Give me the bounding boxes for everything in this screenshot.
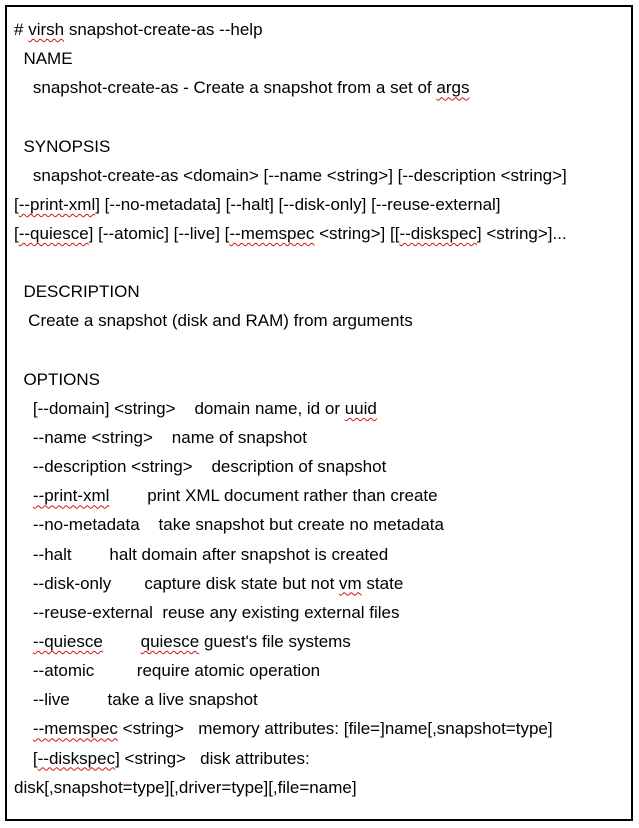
misspelled-word: --quiesce (32, 631, 103, 651)
text-line (14, 44, 629, 73)
misspelled-word: --print-xml (32, 486, 110, 506)
text-line (14, 656, 629, 685)
text-line (14, 161, 629, 190)
text-line (14, 190, 629, 219)
misspelled-word: virsh (28, 20, 65, 39)
text-line (14, 132, 629, 161)
misspelled-word: --diskspec (399, 223, 477, 243)
text-segment: [ (14, 223, 19, 243)
text-segment: --no-metadata take snapshot but create no metadata (14, 515, 444, 535)
text-line (14, 219, 629, 248)
help-text (14, 15, 629, 802)
text-segment: DESCRIPTION (14, 282, 140, 302)
text-segment: # (14, 20, 29, 39)
text-segment: snapshot-create-as --help (64, 20, 263, 39)
text-line (14, 277, 629, 306)
text-line (14, 306, 629, 335)
text-line (14, 73, 629, 102)
misspelled-word: --memspec (229, 223, 315, 243)
text-segment: ] <string>]... (476, 223, 567, 243)
text-line (14, 510, 629, 539)
misspelled-word: --diskspec (37, 748, 116, 768)
text-segment: --reuse-external reuse any existing external files (14, 602, 400, 622)
text-line (14, 481, 629, 510)
text-segment (14, 719, 33, 738)
text-line (14, 744, 629, 773)
text-segment: SYNOPSIS (14, 136, 111, 156)
text-line (14, 598, 629, 627)
text-line (14, 773, 629, 802)
text-segment: [ (14, 194, 19, 214)
misspelled-word: --quiesce (18, 223, 89, 243)
text-segment: guest's file systems (199, 631, 351, 651)
text-segment: OPTIONS (14, 369, 100, 389)
text-segment: --disk-only capture disk state but not (14, 573, 340, 593)
text-segment (103, 632, 141, 651)
text-segment: --description <string> description of snapshot (14, 457, 387, 477)
misspelled-word: uuid (344, 398, 377, 418)
text-segment (14, 486, 33, 505)
misspelled-word: args (436, 78, 470, 98)
text-segment (14, 632, 33, 651)
blank-line (14, 248, 629, 277)
text-line (14, 394, 629, 423)
text-line (14, 627, 629, 656)
text-segment: ] <string> disk attributes: (115, 748, 310, 768)
text-line (14, 685, 629, 714)
text-segment: <string>] [[ (314, 223, 400, 243)
text-segment: <string> memory attributes: [file=]name[,snapshot=type] (117, 719, 553, 739)
text-line (14, 365, 629, 394)
text-segment: --name <string> name of snapshot (14, 427, 307, 447)
text-line (14, 540, 629, 569)
misspelled-word: --print-xml (18, 194, 96, 214)
text-segment: NAME (14, 49, 73, 69)
text-line (14, 15, 629, 44)
text-segment: disk[,snapshot=type][,driver=type][,file=name] (14, 777, 357, 797)
text-segment: [--domain] <string> domain name, id or (14, 398, 345, 418)
text-line (14, 423, 629, 452)
text-segment: ] [--atomic] [--live] [ (88, 223, 230, 243)
text-segment: Create a snapshot (disk and RAM) from arguments (14, 311, 413, 331)
blank-line (14, 102, 629, 131)
misspelled-word: --memspec (32, 719, 118, 739)
text-segment: --halt halt domain after snapshot is created (14, 544, 389, 564)
text-segment: state (361, 573, 404, 593)
blank-line (14, 336, 629, 365)
misspelled-word: vm (339, 573, 362, 593)
text-segment: snapshot-create-as <domain> [--name <string>] [--description <string>] (14, 165, 567, 185)
text-segment: print XML document rather than create (109, 486, 438, 506)
text-segment: --live take a live snapshot (14, 690, 258, 710)
misspelled-word: quiesce (140, 631, 200, 651)
text-line (14, 714, 629, 743)
text-line (14, 569, 629, 598)
text-segment: [ (14, 748, 38, 768)
text-segment: ] [--no-metadata] [--halt] [--disk-only] [--reuse-external] (95, 194, 501, 214)
text-segment: snapshot-create-as - Create a snapshot from a set of (14, 78, 437, 98)
document-frame (5, 5, 633, 821)
text-segment: --atomic require atomic operation (14, 661, 321, 681)
text-line (14, 452, 629, 481)
